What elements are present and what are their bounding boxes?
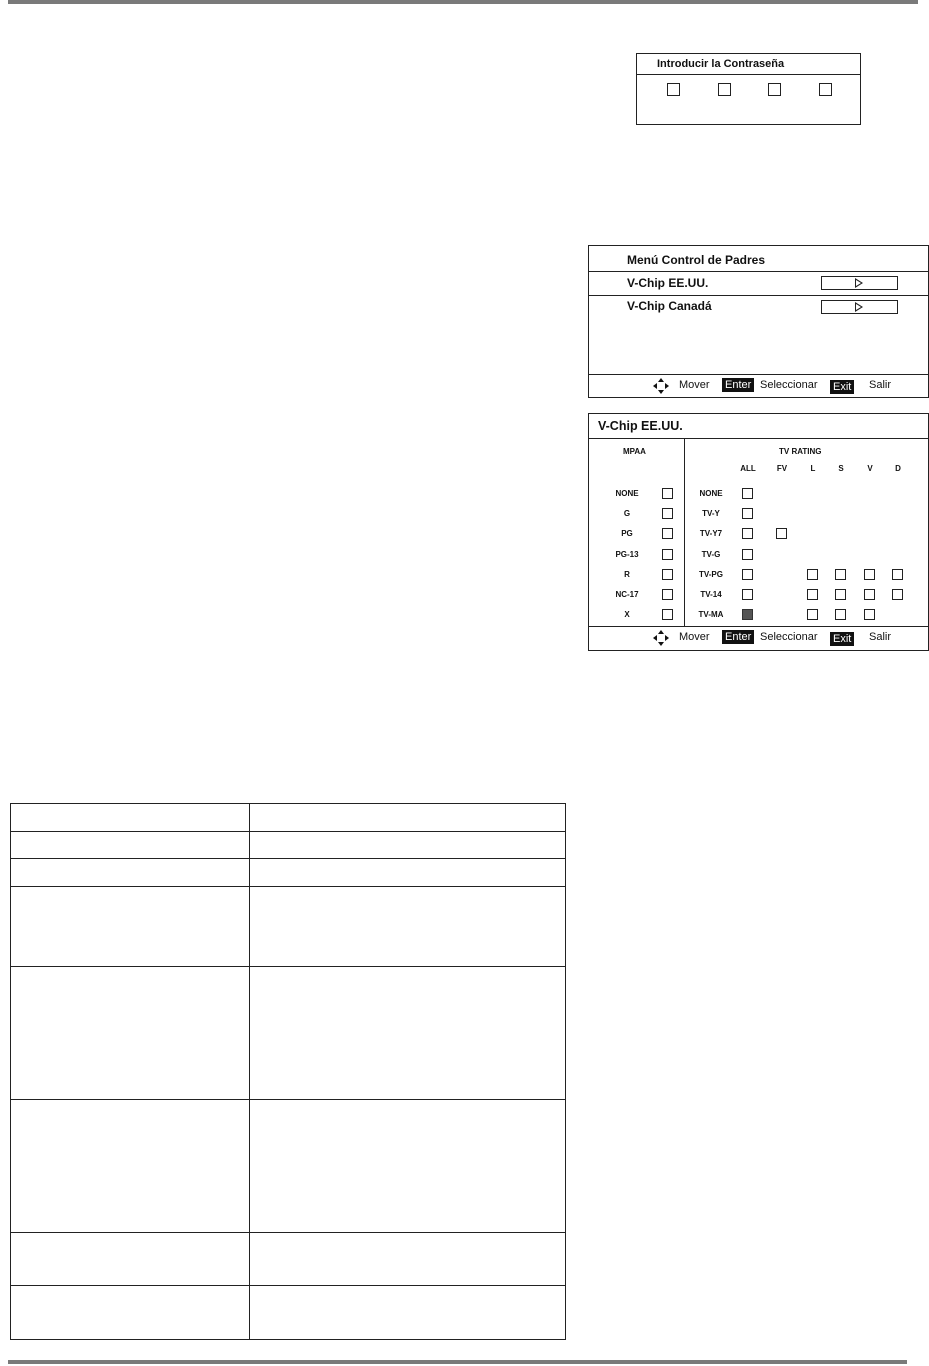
menu-item-label: V-Chip Canadá bbox=[627, 299, 712, 313]
top-rule bbox=[8, 0, 918, 4]
table-cell bbox=[11, 859, 250, 887]
enter-key: Enter bbox=[722, 378, 754, 392]
tv-rating-label: TV-Y bbox=[702, 509, 720, 519]
direction-arrows-icon bbox=[653, 630, 669, 646]
mpaa-checkbox[interactable] bbox=[662, 569, 673, 580]
mpaa-rating-label: G bbox=[623, 509, 631, 519]
tv-rating-checkbox[interactable] bbox=[807, 609, 818, 620]
rating-table bbox=[10, 803, 566, 1340]
parental-control-menu bbox=[588, 245, 929, 398]
tv-rating-checkbox[interactable] bbox=[742, 589, 753, 600]
menu-item-label: V-Chip EE.UU. bbox=[627, 276, 709, 290]
exit-key: Exit bbox=[830, 380, 854, 394]
password-digit-3[interactable] bbox=[768, 83, 781, 96]
table-row bbox=[11, 1286, 566, 1340]
tv-rating-checkbox[interactable] bbox=[864, 569, 875, 580]
panel-divider bbox=[684, 439, 685, 626]
tv-rating-checkbox[interactable] bbox=[742, 508, 753, 519]
table-cell bbox=[250, 859, 566, 887]
menu-item-vchip-usa[interactable] bbox=[589, 276, 928, 294]
tv-column-header: ALL bbox=[740, 464, 756, 473]
table-row bbox=[11, 967, 566, 1100]
tv-rating-checkbox[interactable] bbox=[807, 569, 818, 580]
table-row bbox=[11, 887, 566, 967]
table-cell bbox=[11, 804, 250, 832]
table-row bbox=[11, 832, 566, 859]
tv-column-header: V bbox=[867, 464, 873, 473]
mpaa-checkbox[interactable] bbox=[662, 508, 673, 519]
table-row bbox=[11, 1100, 566, 1233]
tv-column-header: L bbox=[810, 464, 816, 473]
tv-rating-checkbox[interactable] bbox=[864, 609, 875, 620]
table-cell bbox=[11, 967, 250, 1100]
vchip-usa-enter-button[interactable] bbox=[821, 276, 898, 290]
tv-rating-checkbox[interactable] bbox=[807, 589, 818, 600]
tv-rating-checkbox[interactable] bbox=[835, 589, 846, 600]
move-hint: Mover bbox=[679, 379, 710, 391]
tv-rating-checkbox[interactable] bbox=[742, 488, 753, 499]
password-dialog bbox=[636, 53, 861, 125]
table-cell bbox=[250, 887, 566, 967]
mpaa-rating-label: NONE bbox=[615, 489, 639, 498]
vchip-usa-panel bbox=[588, 413, 929, 651]
mpaa-rating-label: PG bbox=[621, 529, 633, 539]
mpaa-rating-label: PG-13 bbox=[615, 549, 639, 559]
tv-rating-checkbox[interactable] bbox=[835, 609, 846, 620]
mpaa-rating-label: X bbox=[624, 610, 630, 620]
direction-arrows-icon bbox=[653, 378, 669, 394]
table-row bbox=[11, 1233, 566, 1286]
password-digit-4[interactable] bbox=[819, 83, 832, 96]
table-cell bbox=[11, 887, 250, 967]
table-row bbox=[11, 804, 566, 832]
mpaa-rating-label: R bbox=[624, 569, 630, 579]
mpaa-checkbox[interactable] bbox=[662, 528, 673, 539]
tv-column-header: FV bbox=[776, 464, 788, 473]
table-cell bbox=[250, 1100, 566, 1233]
tv-rating-header: TV RATING bbox=[779, 447, 822, 456]
tv-rating-checkbox[interactable] bbox=[742, 609, 753, 620]
mpaa-checkbox[interactable] bbox=[662, 549, 673, 560]
tv-rating-checkbox[interactable] bbox=[864, 589, 875, 600]
tv-column-header: S bbox=[838, 464, 844, 473]
menu-divider bbox=[589, 271, 928, 272]
password-digit-2[interactable] bbox=[718, 83, 731, 96]
tv-rating-label: NONE bbox=[699, 489, 723, 498]
table-cell bbox=[250, 967, 566, 1100]
vchip-canada-enter-button[interactable] bbox=[821, 300, 898, 314]
tv-rating-checkbox[interactable] bbox=[742, 528, 753, 539]
table-cell bbox=[11, 1286, 250, 1340]
tv-rating-label: TV-Y7 bbox=[699, 529, 723, 539]
tv-rating-label: TV-G bbox=[701, 549, 721, 559]
tv-rating-label: TV-14 bbox=[700, 590, 722, 599]
tv-rating-checkbox[interactable] bbox=[776, 528, 787, 539]
tv-rating-label: TV-PG bbox=[698, 569, 723, 579]
table-cell bbox=[11, 1233, 250, 1286]
table-row bbox=[11, 859, 566, 887]
tv-rating-checkbox[interactable] bbox=[742, 549, 753, 560]
exit-hint: Salir bbox=[869, 379, 892, 391]
menu-divider bbox=[589, 295, 928, 296]
table-cell bbox=[250, 1233, 566, 1286]
menu-item-vchip-canada[interactable] bbox=[589, 299, 928, 317]
menu-footer bbox=[589, 374, 928, 397]
mpaa-header: MPAA bbox=[623, 447, 646, 456]
table-cell bbox=[250, 804, 566, 832]
play-arrow-icon bbox=[855, 278, 863, 288]
table-cell bbox=[11, 1100, 250, 1233]
play-arrow-icon bbox=[855, 302, 863, 312]
select-hint: Seleccionar bbox=[760, 379, 818, 391]
menu-title: Menú Control de Padres bbox=[627, 253, 766, 267]
vchip-footer bbox=[589, 626, 928, 649]
mpaa-checkbox[interactable] bbox=[662, 488, 673, 499]
table-cell bbox=[250, 1286, 566, 1340]
tv-rating-checkbox[interactable] bbox=[892, 589, 903, 600]
exit-hint: Salir bbox=[869, 631, 892, 643]
mpaa-checkbox[interactable] bbox=[662, 589, 673, 600]
bottom-rule bbox=[8, 1360, 907, 1364]
move-hint: Mover bbox=[679, 631, 710, 643]
select-hint: Seleccionar bbox=[760, 631, 818, 643]
exit-key: Exit bbox=[830, 632, 854, 646]
table-cell bbox=[11, 832, 250, 859]
tv-rating-checkbox[interactable] bbox=[742, 569, 753, 580]
tv-column-header: D bbox=[895, 464, 901, 473]
tv-rating-label: TV-MA bbox=[698, 610, 724, 620]
mpaa-rating-label: NC-17 bbox=[615, 590, 639, 599]
tv-rating-checkbox[interactable] bbox=[892, 569, 903, 580]
enter-key: Enter bbox=[722, 630, 754, 644]
table-cell bbox=[250, 832, 566, 859]
vchip-usa-title: V-Chip EE.UU. bbox=[589, 414, 928, 439]
password-title: Introducir la Contraseña bbox=[637, 54, 860, 75]
mpaa-checkbox[interactable] bbox=[662, 609, 673, 620]
password-digit-1[interactable] bbox=[667, 83, 680, 96]
tv-rating-checkbox[interactable] bbox=[835, 569, 846, 580]
